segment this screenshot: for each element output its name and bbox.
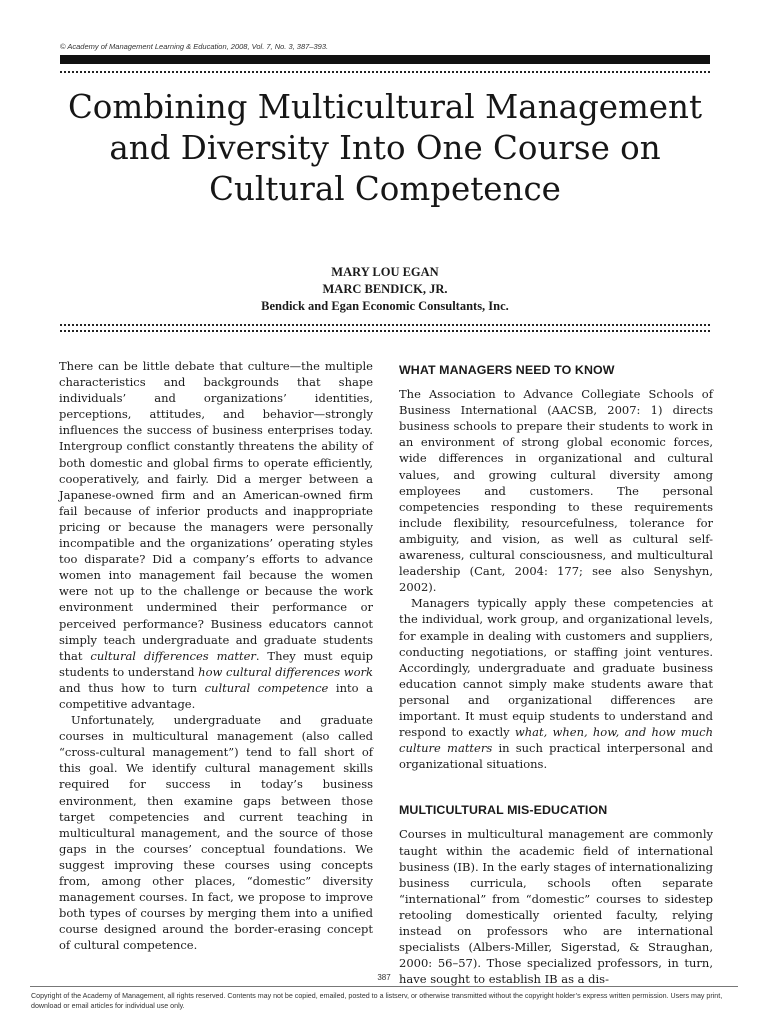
intro-paragraph: There can be little debate that culture—the multiple characteristics and backgrounds that shape individuals’ and organizations’ identities, perceptions, attitudes, and behavior—strongly influences the success of business enterprises today. Intergroup conflict constantly threatens the ability of both domestic and global firms to operate efficiently, cooperatively, and fairly. Did a merger between a Japanese-owned firm and an American-owned firm fail because of inferior products and inappropriate pricing or because the managers were personally incompatible and the organizations’ operating styles too disparate? Did a company’s efforts to advance women into management fail because the women were not up to the challenge or because the work environment undermined their performance or perceived performance? Business educators cannot simply teach undergraduate and graduate students that cultural differences matter. They must equip students to understand how cultural differences work and thus how to turn cultural competence into a competitive advantage. xyxy=(59,359,373,711)
copyright-notice: Copyright of the Academy of Management, all rights reserved. Contents may not be copied, emailed, posted to a listserv, or otherwise transmitted without the copyright holder’s express written permission. Users may print, download or email articles for individual use only. xyxy=(31,992,723,1010)
article-title: Combining Multicultural Management and Diversity Into One Course on Cultural Competence xyxy=(67,88,703,208)
footer-divider xyxy=(30,986,738,987)
left-column xyxy=(59,358,373,953)
page-number: 387 xyxy=(377,973,391,982)
right-column xyxy=(399,358,713,987)
dotted-divider-top xyxy=(60,71,710,73)
author-name: MARY LOU EGAN xyxy=(331,265,439,279)
body-paragraph: Courses in multicultural management are commonly taught within the academic field of international business (IB). In the early stages of internationalizing business curricula, schools often separate “international” from “domestic” courses to sidestep retooling domestically oriented faculty, relying instead on professors who are international specialists (Albers-Miller, Sigerstad, & Straughan, 2000: 56–57). Those specialized professors, in turn, have sought to establish IB as a dis- xyxy=(399,827,713,987)
section-heading: MULTICULTURAL MIS-EDUCATION xyxy=(399,803,608,818)
body-paragraph: The Association to Advance Collegiate Schools of Business International (AACSB, 2007: 1) directs business schools to prepare their students to work in an environment of strong global economic forces, wide differences in organizational and cultural values, and growing cultural diversity among employees and customers. The personal competencies responding to these requirements include flexibility, resourcefulness, tolerance for ambiguity, and vision, as well as cultural self-awareness, cultural consciousness, and multicultural leadership (Cant, 2004: 177; see also Senyshyn, 2002). xyxy=(399,387,713,595)
dotted-divider-lower xyxy=(60,330,710,332)
body-paragraph: Managers typically apply these competencies at the individual, work group, and organizational levels, for example in dealing with customers and suppliers, conducting negotiations, or staffing joint ventures. Accordingly, undergraduate and graduate business education cannot simply make students aware that personal and organizational differences are important. It must equip students to understand and respond to exactly what, when, how, and how much culture matters in such practical interpersonal and organizational situations. xyxy=(399,596,714,772)
author-block xyxy=(60,264,710,315)
body-paragraph: Unfortunately, undergraduate and graduate courses in multicultural management (also called “cross-cultural management”) tend to fall short of this goal. We identify cultural management skills required for success in today’s business environment, then examine gaps between those target competencies and current teaching in multicultural management, and the source of those gaps in the courses’ conceptual foundations. We suggest improving these courses using concepts from, among other places, “domestic” diversity management courses. In fact, we propose to improve both types of courses by merging them into a unified course designed around the border-erasing concept of cultural competence. xyxy=(59,713,373,953)
dotted-divider-upper xyxy=(60,324,710,326)
header-bar xyxy=(60,55,710,64)
journal-citation: © Academy of Management Learning & Education, 2008, Vol. 7, No. 3, 387–393. xyxy=(60,42,329,51)
section-heading: WHAT MANAGERS NEED TO KNOW xyxy=(399,363,615,377)
author-affiliation: Bendick and Egan Economic Consultants, Inc. xyxy=(261,299,509,313)
author-name: MARC BENDICK, JR. xyxy=(322,282,448,296)
